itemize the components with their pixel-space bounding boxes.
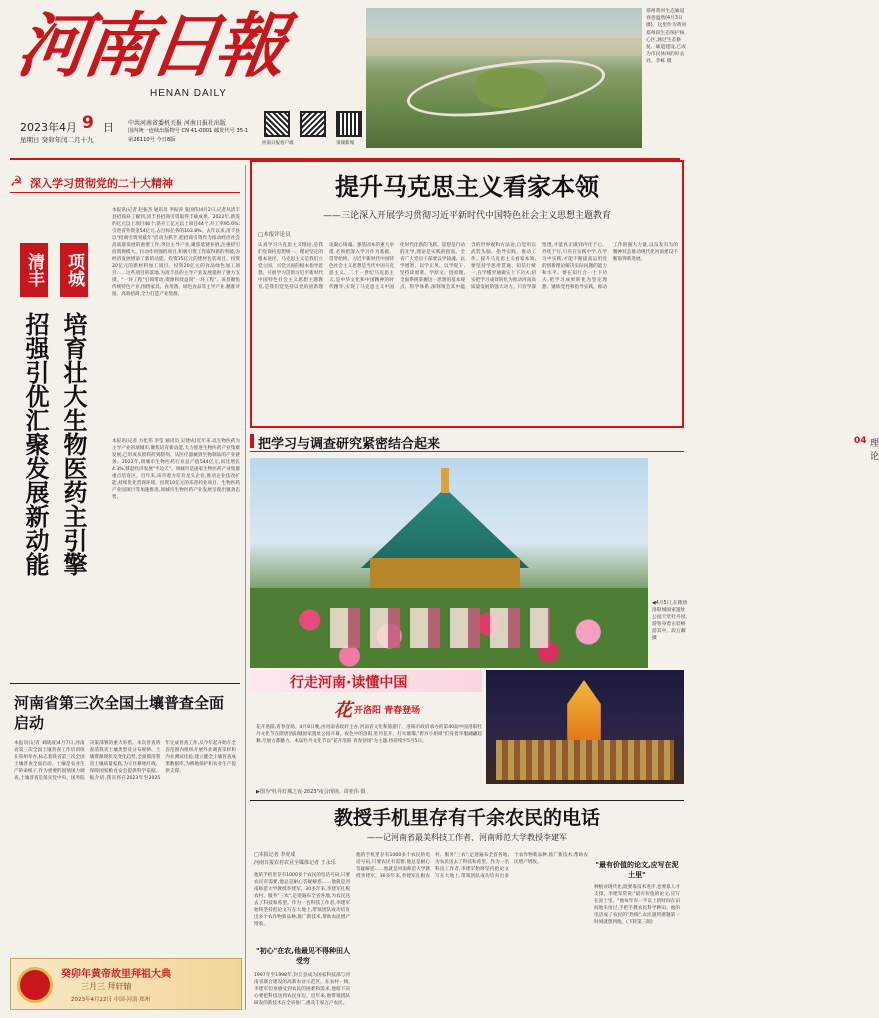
section-link[interactable] [250,430,879,462]
column-body: 花开洛阳,青春登场。4月8日晚,由河南省政府主办,河南省文化和旅游厅、洛阳市政府承办的第40届中国洛阳牡丹文化节在隋唐洛阳城国家遗址公园开幕。夜色中的洛阳,牡丹花开、灯火璀璨,"唐宫小姐姐"们身着华服翩翩起舞,尽展古都魅力。本届牡丹文化节以"花开洛阳 青春登场"为主题,将持续至5月5日。 [256,725,482,744]
section-bar-icon [250,434,254,448]
column-banner [250,670,482,692]
story-body-2: 1997年至1998年,封丘县成为国家科技部与河南省联合建设的高新农业示范区。在农村一线,李建军切身感受到农民的困难和需求,他暗下决心要把科技送到农民身边。近年来,他带领团队研发的新技术在全省推广,惠及千家万户农民。 [254,973,350,1006]
qr-caption-1: 河南日报客户端 [262,141,294,146]
soil-body: 本报讯(记者 刘晓波)4月7日,河南省第三次全国土壤普查工作培训班在郑州举办,标志着我省第三次全国土壤普查全面启动。土壤是农业生产的命根子,作为重要的国情国力调查,土壤普查是落实党中央、国务院决策部署的重大举措。本次普查将查清我省土壤类型及分布规律、土壤资源现状及变化趋势,全面摸清我省土壤质量家底,为守住耕地红线、保障国家粮食安全提供科学依据。据介绍,我省将在2023年至2025年完成普查工作,从今年起开始在全省范围内组织开展外业调查采样和内业测试化验,建立健全土壤普查成果数据库,为耕地保护和农业生产提供支撑。 [14,741,236,781]
theme-banner [10,173,240,193]
column-subtitle: 开洛阳 青春登场 [354,706,421,716]
ad-sub: 三月三 拜轩辕 [81,982,132,991]
story-quote-2: "最有价值的论文,应写在泥土里" [595,861,679,879]
cn-number: 国内统一连续出版物号 CN 41-0001 邮发代号 35-1 [128,128,249,134]
section-page-ref: 04 [854,436,867,446]
night-photo [486,670,684,784]
masthead [0,0,690,158]
ad-main: 癸卯年黄帝故里拜祖大典 [61,969,171,980]
top-photo [366,8,642,148]
story-body-3: 种植业现代化,既要靠技术进步,也要靠人才支撑。李建军常说:"最有价值的论文,应写在泥土里。"他每年有一半以上的时间在田间地头度过,手把手教农民科学种田。他的电话成了农民的"热线",农民遇到难题第一时间就想到他。(下转第三版) [594,885,680,925]
lead-editorial-box [250,160,684,428]
top-photo-caption: 郑州黄河生态廊道春意盎然(4月3日摄)。这里作为黄河郑州段生态保护核心区,通过生态修复、廊道建设,已成为市民休闲的好去处。李栋 摄 [646,9,687,65]
tag-xiangcheng [60,243,88,297]
vertical-headline-qingfeng[interactable]: 招强引优汇聚发展新动能 [21,312,49,576]
logo-pinyin: HENAN DAILY [150,88,227,99]
qr-code-3[interactable] [336,111,362,137]
story-subtitle: ——记河南省最美科技工作者、河南师范大学教授李建军 [367,833,567,842]
tag-xiangcheng-label: 项城 [64,253,84,287]
tag-qingfeng [20,243,48,297]
soil-top-rule [10,683,240,684]
qr-caption-2: 顶端新闻 [336,141,354,146]
peony-photo [250,458,648,668]
lead-byline: □本报评论员 [258,232,291,238]
soil-title[interactable]: 河南省第三次全国土壤普查全面启动 [14,694,225,732]
story-body-col2: 他的手机里存有1000多个农民的电话号码,只要农民有需要,他总是耐心答疑解惑……他就是河南师范大学教授李建军。30多年来,李建军扎根农村、服务"三农",足迹遍布全省各地,为农民送去了科技和希望。作为一名科技工作者,李建军始终坚持把论文写在大地上,带领团队成功培育出多个农作物新品种,推广新技术,帮助农民增产增收。 [356,853,588,879]
tag-qingfeng-label: 清丰 [24,253,44,287]
weekday: 星期日 癸卯年闰二月十九 [20,136,94,144]
section-page-label: 理论 [870,439,879,462]
publisher: 中共河南省委机关报 河南日报社出版 [128,120,226,127]
lead-title[interactable]: 提升马克思主义看家本领 [335,173,599,201]
story-body: 他的手机里存有1000多个农民的电话号码,只要农民有需要,他总是耐心答疑解惑……他就是河南师范大学教授李建军。30多年来,李建军扎根农村、服务"三农",足迹遍布全省各地,为农民送去了科技和希望。作为一名科技工作者,李建军始终坚持把论文写在大地上,带领团队成功培育出多个农作物新品种,推广新技术,帮助农民增产增收。 [254,873,350,927]
column-divider [245,165,246,1010]
date-year: 2023年4月 [20,121,77,134]
page-count: 第26110号 今日8版 [128,137,176,143]
qr-code-1[interactable] [264,111,290,137]
section-title: 把学习与调查研究紧密结合起来 [258,437,441,452]
party-emblem-icon: ☭ [10,174,23,190]
date-suffix: 日 [103,121,114,134]
lead-subtitle: ——三论深入开展学习贯彻习近平新时代中国特色社会主义思想主题教育 [322,211,611,221]
qr-code-2[interactable] [300,111,326,137]
story-quote: "初心"在农,他最见不得种田人受穷 [256,947,350,965]
ad-emblem-icon [17,967,53,1003]
banner-text: 深入学习贯彻党的二十大精神 [30,177,173,190]
story-title[interactable]: 教授手机里存有千余农民的电话 [333,807,600,829]
story-byline: □本报记者 李虎成 [254,852,296,858]
date-day: 9 [82,113,94,133]
ad-small: 2023年4月22日 中国·河南·郑州 [71,997,151,1003]
article-qingfeng-body: 本报讯(记者 赵振杰 通讯员 李振涛 张国伟)4月2日,记者从清丰县招商局了解到,清丰县招商引资取得丰硕成果。2022年,新签约亿元以上项目46个;新开工亿元以上项目44个,开工率95.6%;引进省外资金54亿元,占目标任务的103.8%。去年以来,清丰县以"招商引资突破年"活动为抓手,把招商引资作为推动经济社会高质量发展的重要工作,突出主导产业,聚焦延链补链,注重招引投资规模大、拉动作用强的项目,积极引资工作取得新的突破,为经济发展增添了新的动能。投资35亿元的建材包装项目、投资20亿元的新材料加工项目、投资20亿元的食品绿色加工项目……这些项目的落地,为清丰县的主导产业发展提供了强力支撑。"一环工程"引领带动,资源和效益同"一环工程"。该县聚焦传统特色产业,围绕家具、食用菌、绿色食品等主导产业,精准对接、高效招商,全力打造产业集群。 [112,208,240,297]
column-flower-glyph: 花 [334,700,352,721]
peony-caption: ◀4月5日,在隋唐洛阳城国家遗址公园天堂牡丹园,游客身着古装畅游其中。段万卿 摄 [652,601,688,641]
vertical-headline-xiangcheng[interactable]: 培育壮大生物医药主引擎 [59,312,87,576]
ancestor-ceremony-ad[interactable] [10,958,242,1010]
story-byline-2: 河南日报农村农业全媒体记者 王永乐 [254,860,336,866]
lead-body: 认真学习马克思主义理论,是我们党保持思想统一、理论坚定的根本途径。马克思主义是我们立党立国、兴党兴国的根本指导思想。开展学习贯彻习近平新时代中国特色社会主义思想主题教育,是我们党坚持以党的创新理论凝心铸魂、强基固本的重大举措,必须把深入学习作为基础、贯穿始终。习近平新时代中国特色社会主义思想是当代中国马克思主义、二十一世纪马克思主义,是中华文化和中国精神的时代精华,实现了马克思主义中国化时代化新的飞跃。思想是行动的先导,理论是实践的指南。全省广大党员干部要以学铸魂、以学增智、以学正风、以学促干,坚持读原著、学原文、悟原理,全面系统掌握这一思想的基本观点、科学体系,深刻领会其中蕴含的世界观和方法论,自觉用以武装头脑、指导实践、推动工作。提升马克思主义看家本领,要坚持学思用贯通、知信行统一,在学懂弄通做实上下功夫,切实把学习成效转化为推动河南高质量发展的强大动力。只有学深悟透,才能真正做到内化于心、外化于行,只有在实践中学,在学习中实践,才能不断提高运用党的创新理论解决实际问题的能力和水平。要在知行合一上下功夫,把学习成果转化为坚定理想、锤炼党性和指导实践、推动工作的强大力量,以奋发有为的精神状态推动现代化河南建设不断取得新进展。 [258,243,678,290]
story-top-rule [250,800,684,801]
column-banner-text: 行走河南·读懂中国 [290,675,408,691]
night-caption: ▶图为"牡丹灯城之夜·2023"夜会现场。周亚伟 摄 [256,789,366,795]
newspaper-logo: 河南日報 [12,4,288,87]
article-xiangcheng-body: 本报讯(记者 方化伟 李莹 通讯员 吴建成)近年来,以生物医药为主导产业的项城市,聚焦培育新动能,大力推进生物医药产业集群发展,已形成从原料药到制剂、从医疗器械到生物制品的产业链条。2022年,项城市生物医药行业总产值544亿元,同比增长4.3%,撑起经济发展"半边天"。项城市是国家生物医药产业集群重点培育区。近年来,该市着力培育龙头企业,推动企业技改扩能,持续优化营商环境。投资10亿元的乐普药业项目、生物医药产业园项目等加速推进,项城市生物医药产业发展呈现出强劲态势。 [112,439,240,500]
